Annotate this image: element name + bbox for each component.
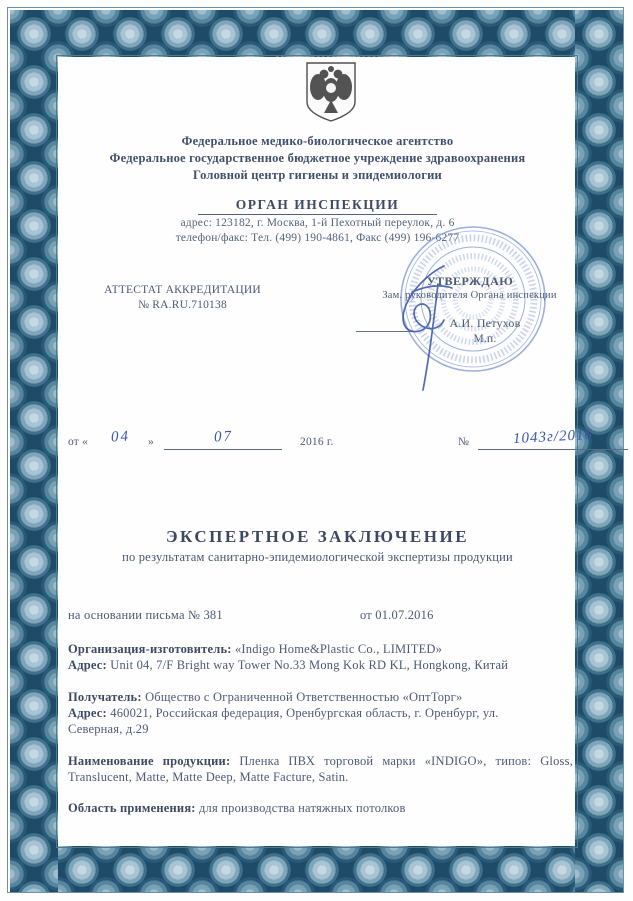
accreditation-number: № RA.RU.710138 <box>138 299 227 311</box>
manufacturer-address-value: Unit 04, 7/F Bright way Tower No.33 Mong Kok RD KL, Hongkong, Китай <box>110 658 509 672</box>
document-title: ЭКСПЕРТНОЕ ЗАКЛЮЧЕНИЕ <box>165 527 470 546</box>
accreditation-title: АТТЕСТАТ АККРЕДИТАЦИИ <box>104 284 261 296</box>
approver-title: Зам. руководителя Органа инспекции <box>382 290 557 301</box>
recipient-address-label: Адрес: <box>68 706 107 720</box>
date-quote-close: » <box>148 436 154 448</box>
signature-scribble <box>382 258 482 398</box>
accreditation-block <box>80 283 285 313</box>
document-subtitle: по результатам санитарно-эпидемиологической экспертизы продукции <box>122 550 513 564</box>
org-phone: телефон/факс: Тел. (499) 190-4861, Факс (499) 196-6277 <box>175 232 460 244</box>
coat-of-arms-icon <box>303 60 359 124</box>
org-address: адрес: 123182, г. Москва, 1-й Пехотный переулок, д. 6 <box>180 217 455 229</box>
recipient-label: Получатель: <box>68 690 142 704</box>
product-value: Пленка ПВХ торговой марки «INDIGO», типов: Gloss, Translucent, Matte, Matte Deep, Matte Facture, Satin. <box>68 754 573 784</box>
handwritten-month: 07 <box>164 430 282 450</box>
agency-line-1: Федеральное медико-биологическое агентство <box>181 134 454 148</box>
approver-name: А.И. Петухов <box>449 316 521 330</box>
manufacturer-address-label: Адрес: <box>68 658 107 672</box>
product-label: Наименование продукции: <box>68 754 231 768</box>
recipient-value: Общество с Ограниченной Ответственностью «ОптТорг» <box>145 690 463 704</box>
org-name: ОРГАН ИНСПЕКЦИИ <box>198 197 438 215</box>
doc-number-label: № <box>458 436 470 448</box>
agency-line-3: Головной центр гигиены и эпидемиологии <box>193 168 442 182</box>
date-number-row <box>68 426 594 456</box>
date-year-label: 2016 г. <box>300 436 334 448</box>
handwritten-number: 1043г/2016 <box>478 430 628 450</box>
recipient-address-value: 460021, Российская федерация, Оренбургская область, г. Оренбург, ул. Северная, д.29 <box>68 706 499 736</box>
agency-line-2: Федеральное государственное бюджетное учреждение здравоохранения <box>109 151 526 165</box>
application-label: Область применения: <box>68 801 196 815</box>
date-from-label: от « <box>68 436 89 448</box>
recipient-block <box>68 689 548 737</box>
manufacturer-value: «Indigo Home&Plastic Co., LIMITED» <box>234 642 443 656</box>
product-block <box>68 753 573 785</box>
basis-letter: на основании письма № 381 <box>68 608 223 622</box>
basis-date: от 01.07.2016 <box>360 608 434 622</box>
manufacturer-block <box>68 641 573 673</box>
header-agency-lines <box>58 133 577 184</box>
application-block <box>68 800 573 816</box>
handwritten-day: 04 <box>110 428 130 446</box>
application-value: для производства натяжных потолков <box>198 801 406 815</box>
seal-mark-label: М.п. <box>473 333 497 345</box>
manufacturer-label: Организация-изготовитель: <box>68 642 232 656</box>
approve-label: УТВЕРЖДАЮ <box>426 274 514 288</box>
scan-artifact-dashes <box>276 56 406 57</box>
org-name-block <box>58 196 577 215</box>
